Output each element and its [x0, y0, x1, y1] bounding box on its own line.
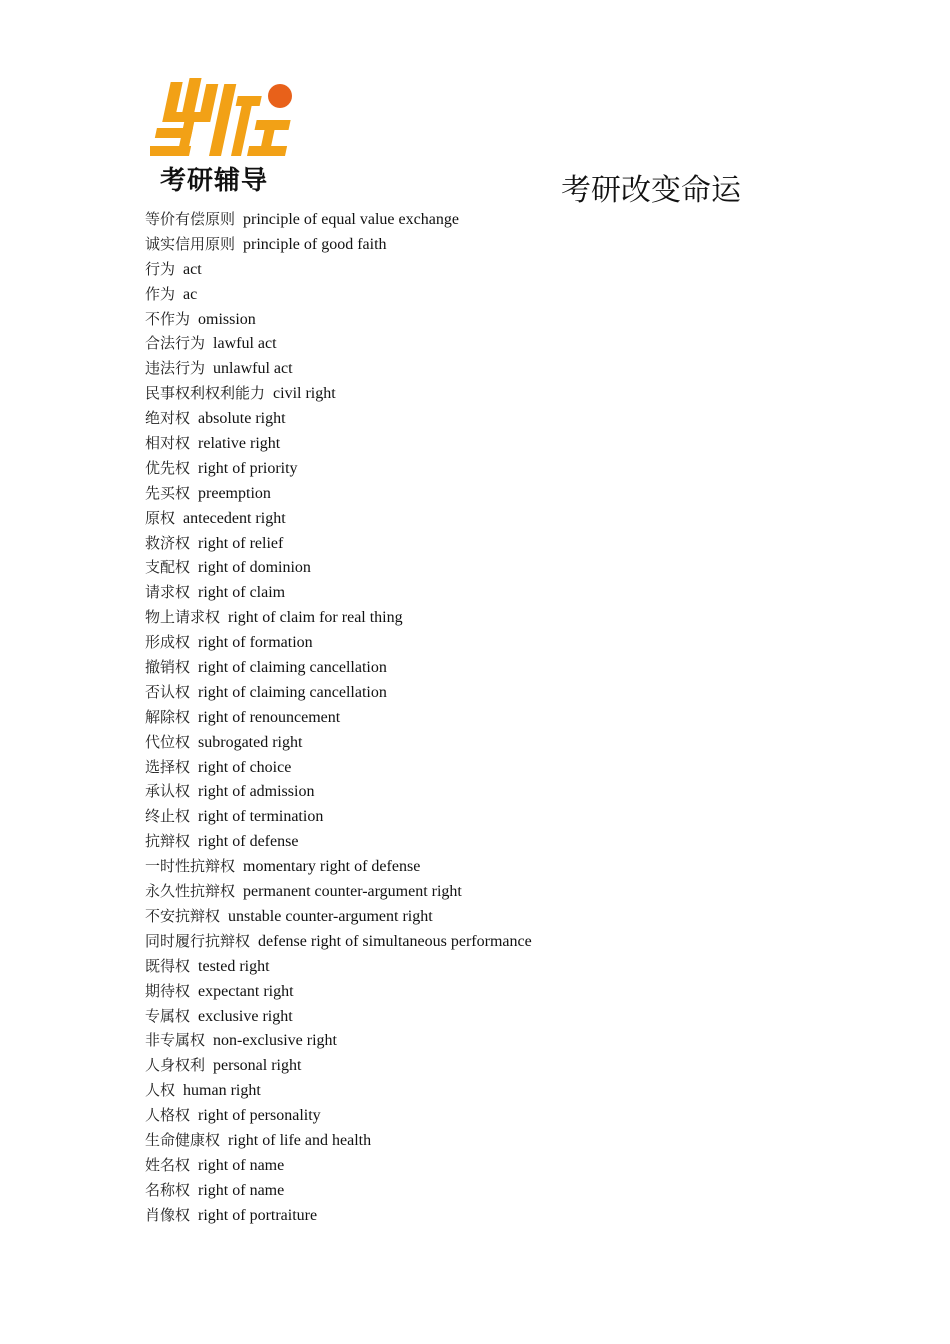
- term-english: human right: [183, 1082, 261, 1100]
- term-chinese: 形成权: [145, 633, 191, 652]
- term-english: non-exclusive right: [213, 1032, 337, 1050]
- glossary-entry: [145, 705, 532, 730]
- term-chinese: 不作为: [145, 309, 191, 328]
- term-english: expectant right: [198, 982, 294, 1000]
- glossary-entry: [145, 680, 532, 705]
- term-chinese: 永久性抗辩权: [145, 882, 236, 901]
- term-english: right of personality: [198, 1107, 321, 1125]
- term-chinese: 解除权: [145, 707, 191, 726]
- term-chinese: 行为: [145, 259, 176, 278]
- term-english: principle of good faith: [243, 235, 387, 253]
- term-chinese: 非专属权: [145, 1031, 206, 1050]
- term-english: right of termination: [198, 808, 324, 826]
- term-english: right of claim for real thing: [228, 609, 403, 627]
- glossary-entry: [145, 282, 532, 307]
- term-chinese: 违法行为: [145, 359, 206, 378]
- term-chinese: 等价有偿原则: [145, 210, 236, 228]
- term-english: lawful act: [213, 335, 277, 353]
- term-english: exclusive right: [198, 1007, 293, 1025]
- term-english: right of name: [198, 1181, 285, 1199]
- logo-dot-icon: [268, 84, 292, 108]
- glossary-entry: [145, 904, 532, 929]
- term-chinese: 救济权: [145, 533, 191, 552]
- term-chinese: 支配权: [145, 558, 191, 577]
- glossary-entry: [145, 506, 532, 531]
- glossary-entry: [145, 531, 532, 556]
- term-chinese: 原权: [145, 508, 176, 527]
- term-chinese: 民事权利权利能力: [145, 384, 266, 403]
- term-english: ac: [183, 285, 198, 303]
- glossary-entry: [145, 954, 532, 979]
- term-chinese: 既得权: [145, 956, 191, 975]
- glossary-entry: [145, 854, 532, 879]
- term-english: right of defense: [198, 833, 299, 851]
- term-chinese: 生命健康权: [145, 1130, 221, 1149]
- glossary-entry: [145, 307, 532, 332]
- term-chinese: 绝对权: [145, 409, 191, 428]
- term-english: right of claim: [198, 584, 286, 602]
- term-english: unlawful act: [213, 360, 293, 378]
- term-english: right of priority: [198, 459, 298, 477]
- term-english: tested right: [198, 957, 270, 975]
- term-english: right of choice: [198, 758, 292, 776]
- term-chinese: 优先权: [145, 458, 191, 477]
- glossary-entry: [145, 381, 532, 406]
- glossary-entry: [145, 356, 532, 381]
- term-chinese: 人身权利: [145, 1056, 206, 1075]
- glossary-entry: [145, 207, 532, 232]
- glossary-entry: [145, 481, 532, 506]
- term-chinese: 专属权: [145, 1006, 191, 1025]
- term-english: subrogated right: [198, 733, 303, 751]
- glossary-entry: [145, 431, 532, 456]
- term-chinese: 期待权: [145, 981, 191, 1000]
- term-chinese: 否认权: [145, 682, 191, 701]
- term-chinese: 同时履行抗辩权: [145, 931, 251, 950]
- glossary-entry: [145, 779, 532, 804]
- glossary-entry: [145, 1053, 532, 1078]
- glossary-entry: [145, 580, 532, 605]
- term-english: right of claiming cancellation: [198, 659, 387, 677]
- term-chinese: 合法行为: [145, 334, 206, 353]
- term-chinese: 代位权: [145, 732, 191, 751]
- glossary-entry: [145, 1153, 532, 1178]
- glossary-entry: [145, 829, 532, 854]
- term-chinese: 作为: [145, 284, 176, 303]
- term-english: right of claiming cancellation: [198, 683, 387, 701]
- glossary-entry: [145, 730, 532, 755]
- logo-subtitle: 考研辅导: [160, 166, 269, 196]
- glossary-entry: [145, 630, 532, 655]
- glossary-entry: [145, 257, 532, 282]
- term-chinese: 物上请求权: [145, 608, 221, 627]
- term-english: unstable counter-argument right: [228, 907, 433, 925]
- glossary-entry: [145, 331, 532, 356]
- term-chinese: 先买权: [145, 483, 191, 502]
- term-chinese: 请求权: [145, 583, 191, 602]
- term-english: absolute right: [198, 410, 286, 428]
- term-english: right of relief: [198, 534, 284, 552]
- term-english: momentary right of defense: [243, 858, 421, 876]
- glossary-entry: [145, 655, 532, 680]
- term-chinese: 诚实信用原则: [145, 234, 236, 253]
- term-english: right of renouncement: [198, 708, 341, 726]
- glossary-entry: [145, 1103, 532, 1128]
- term-chinese: 人权: [145, 1081, 176, 1100]
- term-chinese: 人格权: [145, 1106, 191, 1125]
- term-english: permanent counter-argument right: [243, 883, 462, 901]
- term-english: right of life and health: [228, 1131, 372, 1149]
- term-chinese: 撤销权: [145, 658, 191, 677]
- glossary-entry: [145, 755, 532, 780]
- glossary-entry: [145, 929, 532, 954]
- glossary-entry: [145, 555, 532, 580]
- glossary-entry: [145, 1128, 532, 1153]
- term-chinese: 名称权: [145, 1180, 191, 1199]
- term-english: right of dominion: [198, 559, 311, 577]
- glossary-entry: [145, 1028, 532, 1053]
- term-english: principle of equal value exchange: [243, 211, 459, 228]
- term-chinese: 不安抗辩权: [145, 906, 221, 925]
- term-english: right of name: [198, 1156, 285, 1174]
- glossary-entry: [145, 879, 532, 904]
- glossary-entry: [145, 456, 532, 481]
- term-english: preemption: [198, 484, 271, 502]
- term-english: right of formation: [198, 634, 313, 652]
- term-chinese: 抗辩权: [145, 832, 191, 851]
- term-english: omission: [198, 310, 256, 328]
- term-chinese: 终止权: [145, 807, 191, 826]
- term-english: act: [183, 260, 202, 278]
- glossary-entry: [145, 1004, 532, 1029]
- glossary-entry: [145, 1078, 532, 1103]
- term-english: right of admission: [198, 783, 315, 801]
- term-chinese: 肖像权: [145, 1205, 191, 1224]
- term-english: antecedent right: [183, 509, 286, 527]
- glossary-list: [145, 207, 532, 1228]
- glossary-entry: [145, 1203, 532, 1228]
- term-chinese: 一时性抗辩权: [145, 857, 236, 876]
- term-chinese: 选择权: [145, 757, 191, 776]
- term-english: relative right: [198, 435, 281, 453]
- glossary-entry: [145, 232, 532, 257]
- brand-logo-mark: [150, 76, 302, 164]
- term-english: right of portraiture: [198, 1206, 318, 1224]
- glossary-entry: [145, 979, 532, 1004]
- term-english: personal right: [213, 1057, 302, 1075]
- glossary-entry: [145, 406, 532, 431]
- term-chinese: 姓名权: [145, 1155, 191, 1174]
- glossary-entry: [145, 804, 532, 829]
- glossary-entry: [145, 1178, 532, 1203]
- term-chinese: 承认权: [145, 782, 191, 801]
- term-english: civil right: [273, 385, 336, 403]
- page-slogan: 考研改变命运: [561, 173, 741, 208]
- term-english: defense right of simultaneous performance: [258, 932, 532, 950]
- term-chinese: 相对权: [145, 434, 191, 453]
- glossary-entry: [145, 605, 532, 630]
